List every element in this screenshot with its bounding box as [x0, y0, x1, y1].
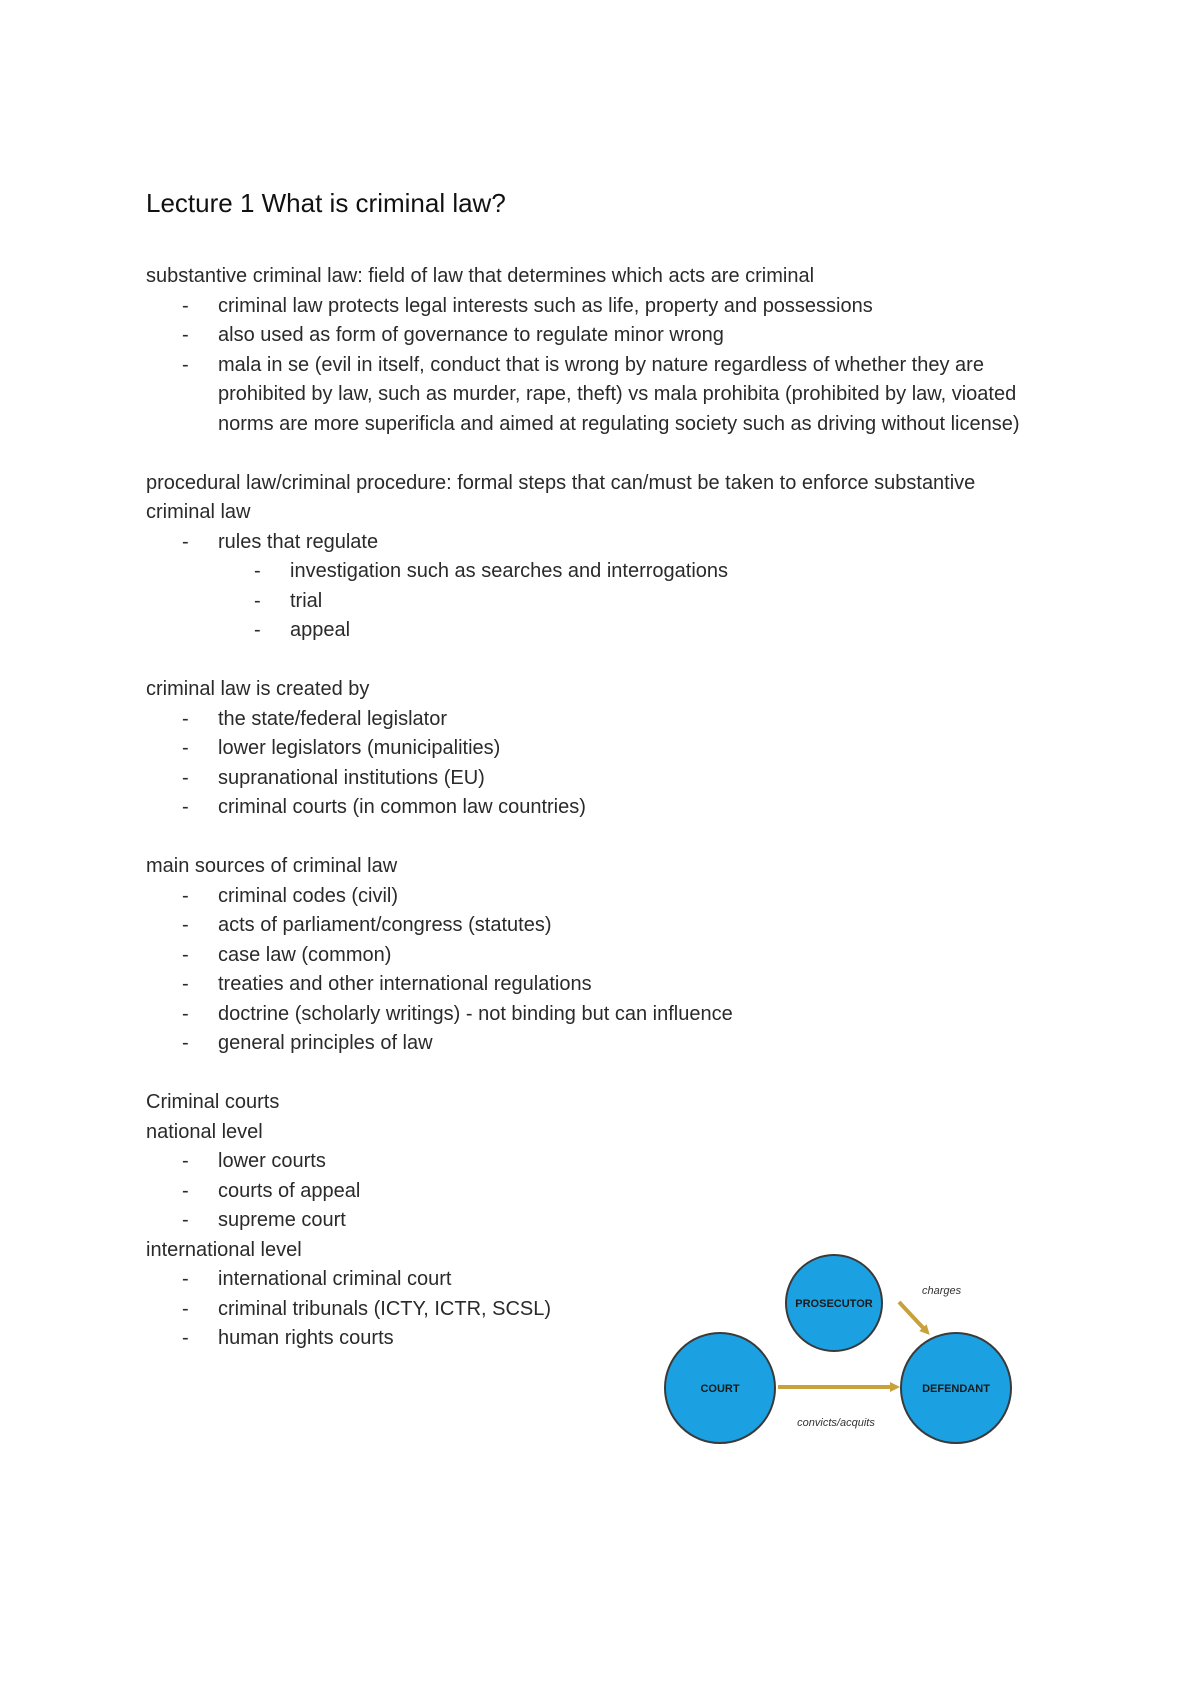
prosecutor-node [786, 1255, 882, 1351]
list-item: - criminal courts (in common law countries) [218, 793, 1046, 823]
list-item: - courts of appeal [218, 1177, 1046, 1207]
list-item: - supranational institutions (EU) [218, 764, 1046, 794]
charges-arrow [899, 1302, 927, 1332]
sources-heading: main sources of criminal law [146, 855, 398, 877]
list-item: - general principles of law [218, 1029, 1046, 1059]
list-item: - lower legislators (municipalities) [218, 734, 1046, 764]
court-label: COURT [700, 1383, 740, 1395]
list-item [218, 528, 1046, 646]
substantive-list [146, 292, 1046, 440]
created-by-list [146, 705, 1046, 823]
list-item: - doctrine (scholarly writings) - not binding but can influence [218, 1000, 1046, 1030]
list-item: - criminal law protects legal interests such as life, property and possessions [218, 292, 1046, 322]
list-item: - investigation such as searches and interrogations [290, 557, 1046, 587]
procedural-list [146, 528, 1046, 646]
list-item: - treaties and other international regulations [218, 970, 1046, 1000]
national-courts-list [146, 1147, 1046, 1236]
substantive-heading: substantive criminal law: field of law that determines which acts are criminal [146, 265, 815, 287]
list-item: - appeal [290, 616, 1046, 646]
page-title: Lecture 1 What is criminal law? [146, 188, 506, 218]
list-item: - also used as form of governance to regulate minor wrong [218, 321, 1046, 351]
list-item: - acts of parliament/congress (statutes) [218, 911, 1046, 941]
created-by-heading: criminal law is created by [146, 678, 370, 700]
list-item: - human rights courts [218, 1324, 1046, 1354]
list-item: - trial [290, 587, 1046, 617]
international-level-heading: international level [146, 1238, 302, 1261]
procedural-sublist [218, 557, 1046, 646]
list-item: - the state/federal legislator [218, 705, 1046, 735]
court-diagram [650, 1240, 1030, 1455]
list-item: - international criminal court [218, 1265, 1046, 1295]
charges-label: charges [922, 1285, 962, 1297]
convicts-label: convicts/acquits [797, 1417, 875, 1429]
list-item: - mala in se (evil in itself, conduct that is wrong by nature regardless of whether they are prohibited by law, such as murder, rape, theft) vs mala prohibita (prohibited by law, vioated norms are more superificla and aimed at regulating society such as driving without license) [218, 351, 1046, 440]
defendant-node [901, 1333, 1011, 1443]
list-item: - criminal tribunals (ICTY, ICTR, SCSL) [218, 1295, 1046, 1325]
sources-list [146, 882, 1046, 1059]
list-item-text: rules that regulate [218, 530, 379, 553]
court-node [665, 1333, 775, 1443]
procedural-heading: procedural law/criminal procedure: formal steps that can/must be taken to enforce substantive criminal law [146, 471, 976, 523]
defendant-label: DEFENDANT [922, 1383, 990, 1395]
list-item: - case law (common) [218, 941, 1046, 971]
document-body [146, 262, 1046, 1354]
list-item: - criminal codes (civil) [218, 882, 1046, 912]
list-item: - lower courts [218, 1147, 1046, 1177]
courts-heading: Criminal courts [146, 1091, 280, 1113]
list-item: - supreme court [218, 1206, 1046, 1236]
national-level-heading: national level [146, 1120, 263, 1143]
prosecutor-label: PROSECUTOR [795, 1298, 873, 1310]
